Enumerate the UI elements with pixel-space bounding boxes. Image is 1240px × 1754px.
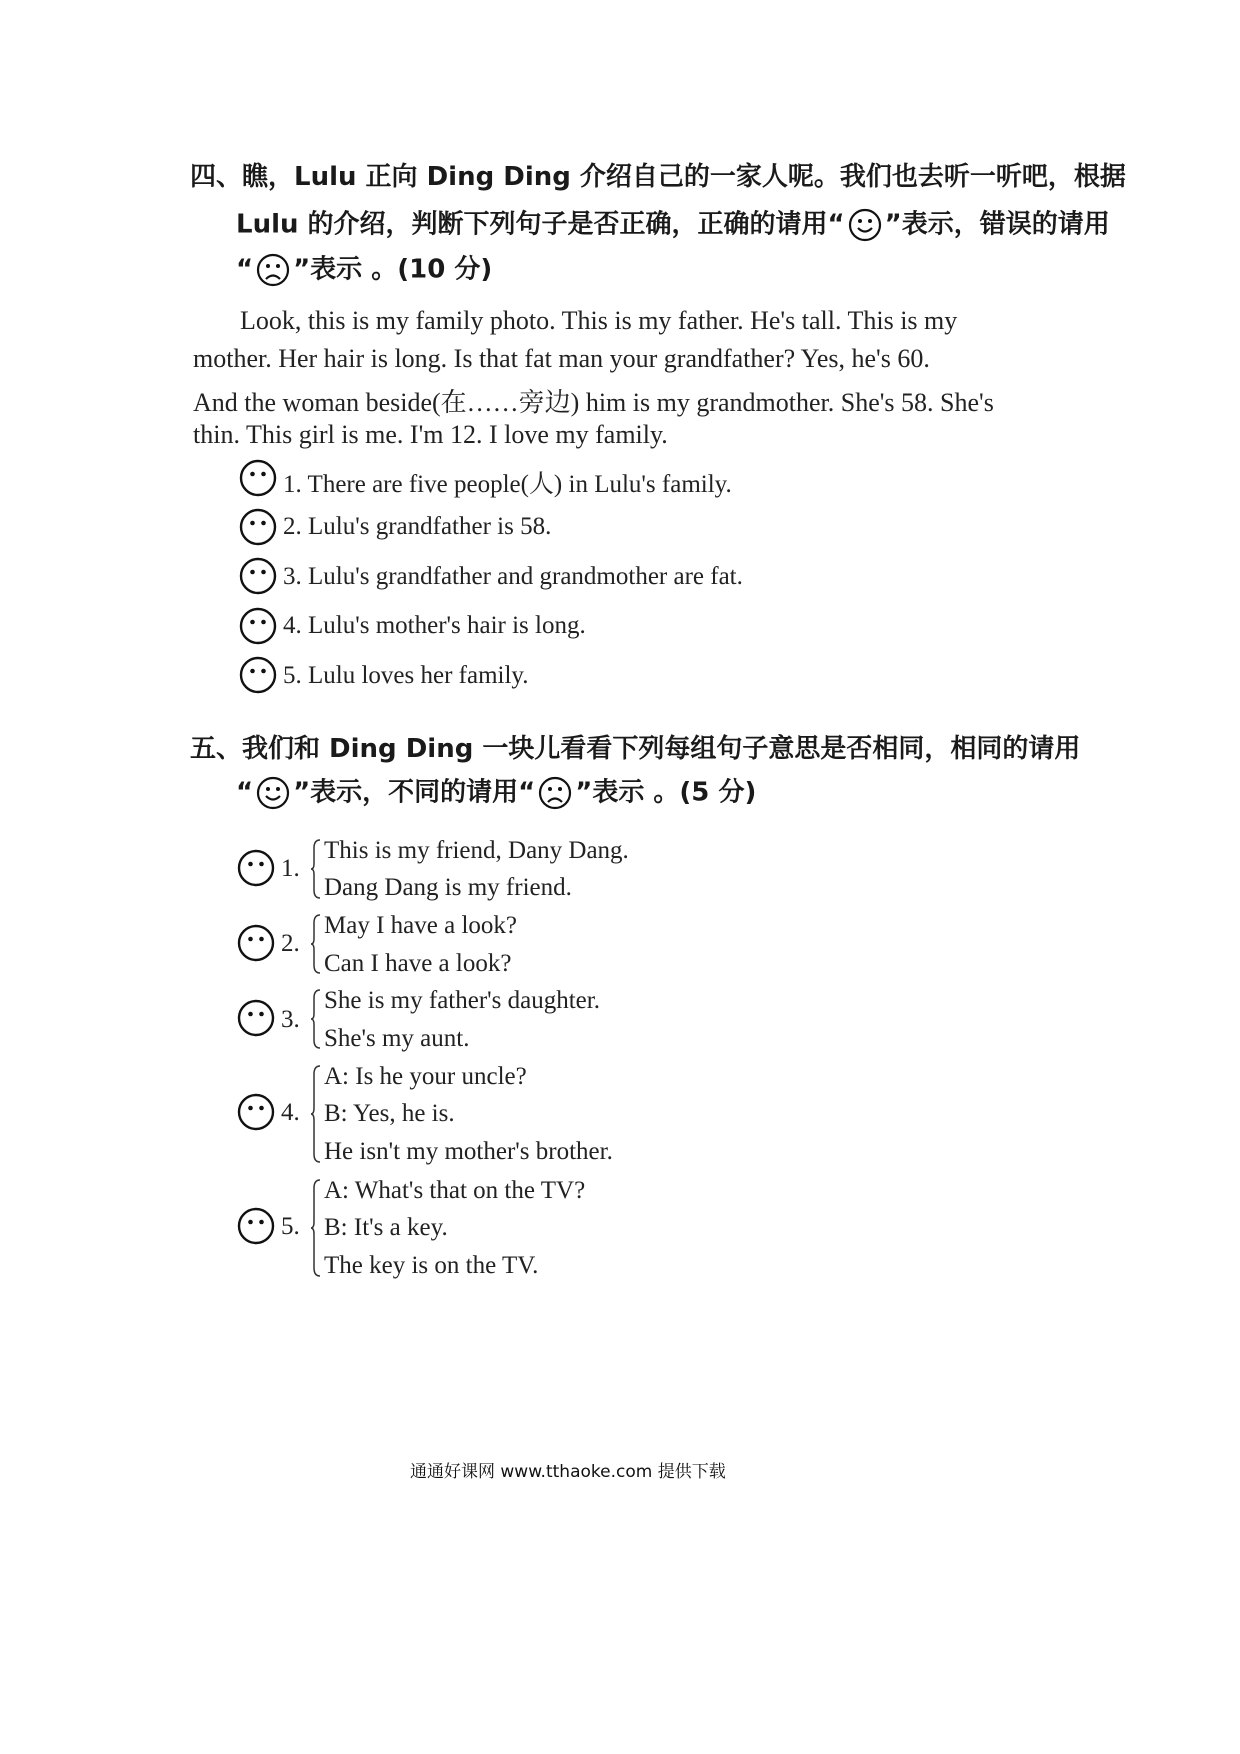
brace-icon — [310, 913, 322, 975]
section4-title-line1: 四、瞧，Lulu 正向 Ding Ding 介绍自己的一家人呢。我们也去听一听吧，根据 — [190, 162, 1126, 192]
answer-face-icon[interactable] — [238, 655, 278, 695]
answer-face-icon[interactable] — [236, 923, 276, 963]
s5-item-4-line-1: A: Is he your uncle? — [324, 1063, 527, 1090]
footer-credit: 通通好课网 www.tthaoke.com 提供下载 — [410, 1462, 726, 1482]
s4-item-2: 2. Lulu's grandfather is 58. — [283, 513, 552, 540]
smile-face-icon — [847, 207, 883, 243]
s5-item-5-line-3: The key is on the TV. — [324, 1252, 539, 1279]
brace-icon — [310, 988, 322, 1050]
s5-item-3-num: 3. — [281, 1006, 300, 1033]
section4-title-line3 — [236, 252, 492, 288]
answer-face-icon[interactable] — [236, 848, 276, 888]
section5-title-line2 — [236, 775, 756, 811]
s5-item-2-num: 2. — [281, 930, 300, 957]
section5-title-line1: 五、我们和 Ding Ding 一块儿看看下列每组句子意思是否相同，相同的请用 — [190, 734, 1081, 764]
answer-face-icon[interactable] — [236, 1206, 276, 1246]
section5-title-line2-b: ”表示，不同的请用“ — [293, 777, 536, 808]
brace-icon — [310, 838, 322, 900]
passage-line-2: mother. Her hair is long. Is that fat man your grandfather? Yes, he's 60. — [193, 344, 930, 373]
s4-item-5: 5. Lulu loves her family. — [283, 662, 529, 689]
smile-face-icon — [255, 775, 291, 811]
s5-item-3-line-2: She's my aunt. — [324, 1025, 470, 1052]
s5-item-1-line-2: Dang Dang is my friend. — [324, 874, 572, 901]
section4-title-line3-b: ”表示 。(10 分) — [293, 254, 493, 285]
section5-title-line2-a: “ — [236, 777, 254, 808]
brace-icon — [310, 1178, 322, 1278]
passage-line-1: Look, this is my family photo. This is my father. He's tall. This is my — [240, 306, 958, 335]
s5-item-2-line-1: May I have a look? — [324, 912, 517, 939]
answer-face-icon[interactable] — [238, 458, 278, 498]
section4-title-line3-a: “ — [236, 254, 254, 285]
s5-item-1-num: 1. — [281, 855, 300, 882]
passage-line-3: And the woman beside(在……旁边) him is my grandmother. She's 58. She's — [193, 388, 994, 417]
answer-face-icon[interactable] — [238, 556, 278, 596]
brace-icon — [310, 1064, 322, 1164]
answer-face-icon[interactable] — [236, 1092, 276, 1132]
section4-title-line2-b: ”表示，错误的请用 — [884, 209, 1110, 240]
s5-item-4-line-3: He isn't my mother's brother. — [324, 1138, 613, 1165]
s5-item-3-line-1: She is my father's daughter. — [324, 987, 600, 1014]
s5-item-5-line-2: B: It's a key. — [324, 1214, 448, 1241]
s5-item-4-num: 4. — [281, 1099, 300, 1126]
s5-item-5-num: 5. — [281, 1213, 300, 1240]
sad-face-icon — [255, 252, 291, 288]
answer-face-icon[interactable] — [236, 998, 276, 1038]
passage-line-4: thin. This girl is me. I'm 12. I love my family. — [193, 420, 668, 449]
s5-item-5-line-1: A: What's that on the TV? — [324, 1177, 586, 1204]
s5-item-1-line-1: This is my friend, Dany Dang. — [324, 837, 629, 864]
s4-item-4: 4. Lulu's mother's hair is long. — [283, 612, 586, 639]
s4-item-3: 3. Lulu's grandfather and grandmother are fat. — [283, 563, 743, 590]
section4-title-line2-a: Lulu 的介绍，判断下列句子是否正确，正确的请用“ — [236, 209, 845, 240]
s5-item-4-line-2: B: Yes, he is. — [324, 1100, 455, 1127]
s5-item-2-line-2: Can I have a look? — [324, 950, 512, 977]
sad-face-icon — [537, 775, 573, 811]
answer-face-icon[interactable] — [238, 606, 278, 646]
s4-item-1: 1. There are five people(人) in Lulu's family. — [283, 471, 732, 498]
answer-face-icon[interactable] — [238, 507, 278, 547]
section4-title-line2 — [236, 207, 1110, 243]
section5-title-line2-c: ”表示 。(5 分) — [575, 777, 757, 808]
